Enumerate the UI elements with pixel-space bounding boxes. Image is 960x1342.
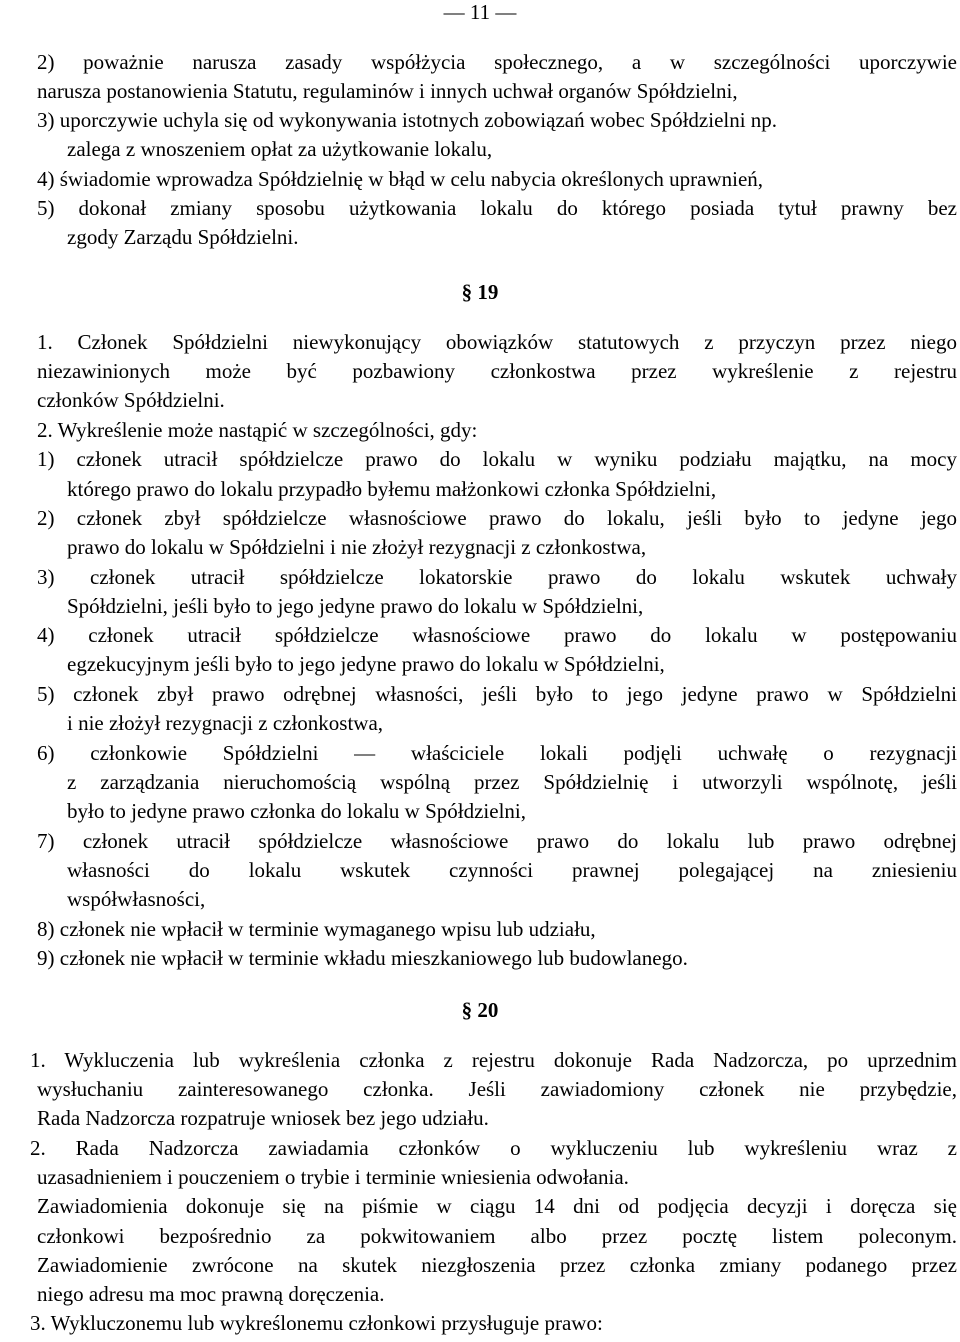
text-line: 2) poważnie narusza zasady współżycia społecznego, a w szczególności uporczywie (37, 50, 957, 74)
text-line: 7) członek utracił spółdzielcze własnościowe prawo do lokalu lub prawo odrębnej (37, 829, 957, 853)
text-line: prawo do lokalu w Spółdzielni i nie złożył rezygnacji z członkostwa, (67, 535, 647, 559)
text-line: narusza postanowienia Statutu, regulaminów i innych uchwał organów Spółdzielni, (37, 79, 738, 103)
text-line: wysłuchaniu zainteresowanego członka. Jeśli zawiadomiony członek nie przybędzie, (37, 1077, 957, 1101)
section-heading: § 19 (461, 280, 499, 304)
text-line: 2. Wykreślenie może nastąpić w szczególności, gdy: (37, 418, 478, 442)
text-line: 5) członek zbył prawo odrębnej własności, jeśli było to jego jedyne prawo w Spółdzielni (37, 682, 957, 706)
text-line: 6) członkowie Spółdzielni — właściciele lokali podjęli uchwałę o rezygnacji (37, 741, 957, 765)
text-line: członkowi bezpośrednio za pokwitowaniem albo przez pocztę listem poleconym. (37, 1224, 957, 1248)
text-line: Zawiadomienia dokonuje się na piśmie w ciągu 14 dni od podjęcia decyzji i doręcza się (37, 1194, 957, 1218)
text-line: 8) członek nie wpłacił w terminie wymaganego wpisu lub udziału, (37, 917, 596, 941)
text-line: uzasadnieniem i pouczeniem o trybie i terminie wniesienia odwołania. (37, 1165, 629, 1189)
text-line: Rada Nadzorcza rozpatruje wniosek bez jego udziału. (37, 1106, 489, 1130)
section-heading: § 20 (461, 998, 499, 1022)
text-line: 4) świadomie wprowadza Spółdzielnię w błąd w celu nabycia określonych uprawnień, (37, 167, 764, 191)
page-number: — 11 — (443, 0, 517, 24)
text-line: współwłasności, (67, 887, 206, 911)
text-line: 5) dokonał zmiany sposobu użytkowania lokalu do którego posiada tytuł prawny bez (37, 196, 957, 220)
text-line: zgody Zarządu Spółdzielni. (67, 225, 299, 249)
text-line: 4) członek utracił spółdzielcze własnościowe prawo do lokalu w postępowaniu (37, 623, 957, 647)
text-line: zalega z wnoszeniem opłat za użytkowanie lokalu, (67, 137, 493, 161)
text-line: Spółdzielni, jeśli było to jego jedyne prawo do lokalu w Spółdzielni, (67, 594, 644, 618)
text-line: 2. Rada Nadzorcza zawiadamia członków o wykluczeniu lub wykreśleniu wraz z (30, 1136, 957, 1160)
text-line: niego adresu ma moc prawną doręczenia. (37, 1282, 385, 1306)
text-line: 2) członek zbył spółdzielcze własnościowe prawo do lokalu, jeśli było to jedyne jego (37, 506, 957, 530)
text-line: 9) członek nie wpłacił w terminie wkładu mieszkaniowego lub budowlanego. (37, 946, 688, 970)
text-line: własności do lokalu wskutek czynności prawnej polegającej na zniesieniu (67, 858, 957, 882)
text-line: z zarządzania nieruchomością wspólną przez Spółdzielnię i utworzyli wspólnotę, jeśli (67, 770, 957, 794)
text-line: członków Spółdzielni. (37, 388, 225, 412)
text-line: 1. Wykluczenia lub wykreślenia członka z rejestru dokonuje Rada Nadzorcza, po uprzednim (30, 1048, 957, 1072)
text-line: i nie złożył rezygnacji z członkostwa, (67, 711, 384, 735)
text-line: niezawinionych może być pozbawiony członkostwa przez wykreślenie z rejestru (37, 359, 957, 383)
text-line: 1) członek utracił spółdzielcze prawo do lokalu w wyniku podziału majątku, na mocy (37, 447, 957, 471)
text-line: 3) uporczywie uchyla się od wykonywania istotnych zobowiązań wobec Spółdzielni np. (37, 108, 778, 132)
text-line: Zawiadomienie zwrócone na skutek niezgłoszenia przez członka zmiany podanego przez (37, 1253, 957, 1277)
text-line: 3. Wykluczonemu lub wykreślonemu członkowi przysługuje prawo: (30, 1311, 603, 1335)
text-line: którego prawo do lokalu przypadło byłemu małżonkowi członka Spółdzielni, (67, 477, 717, 501)
text-line: było to jedyne prawo członka do lokalu w Spółdzielni, (67, 799, 526, 823)
text-line: 3) członek utracił spółdzielcze lokatorskie prawo do lokalu wskutek uchwały (37, 565, 957, 589)
text-line: egzekucyjnym jeśli było to jego jedyne prawo do lokalu w Spółdzielni, (67, 652, 665, 676)
text-line: 1. Członek Spółdzielni niewykonujący obowiązków statutowych z przyczyn przez niego (37, 330, 957, 354)
